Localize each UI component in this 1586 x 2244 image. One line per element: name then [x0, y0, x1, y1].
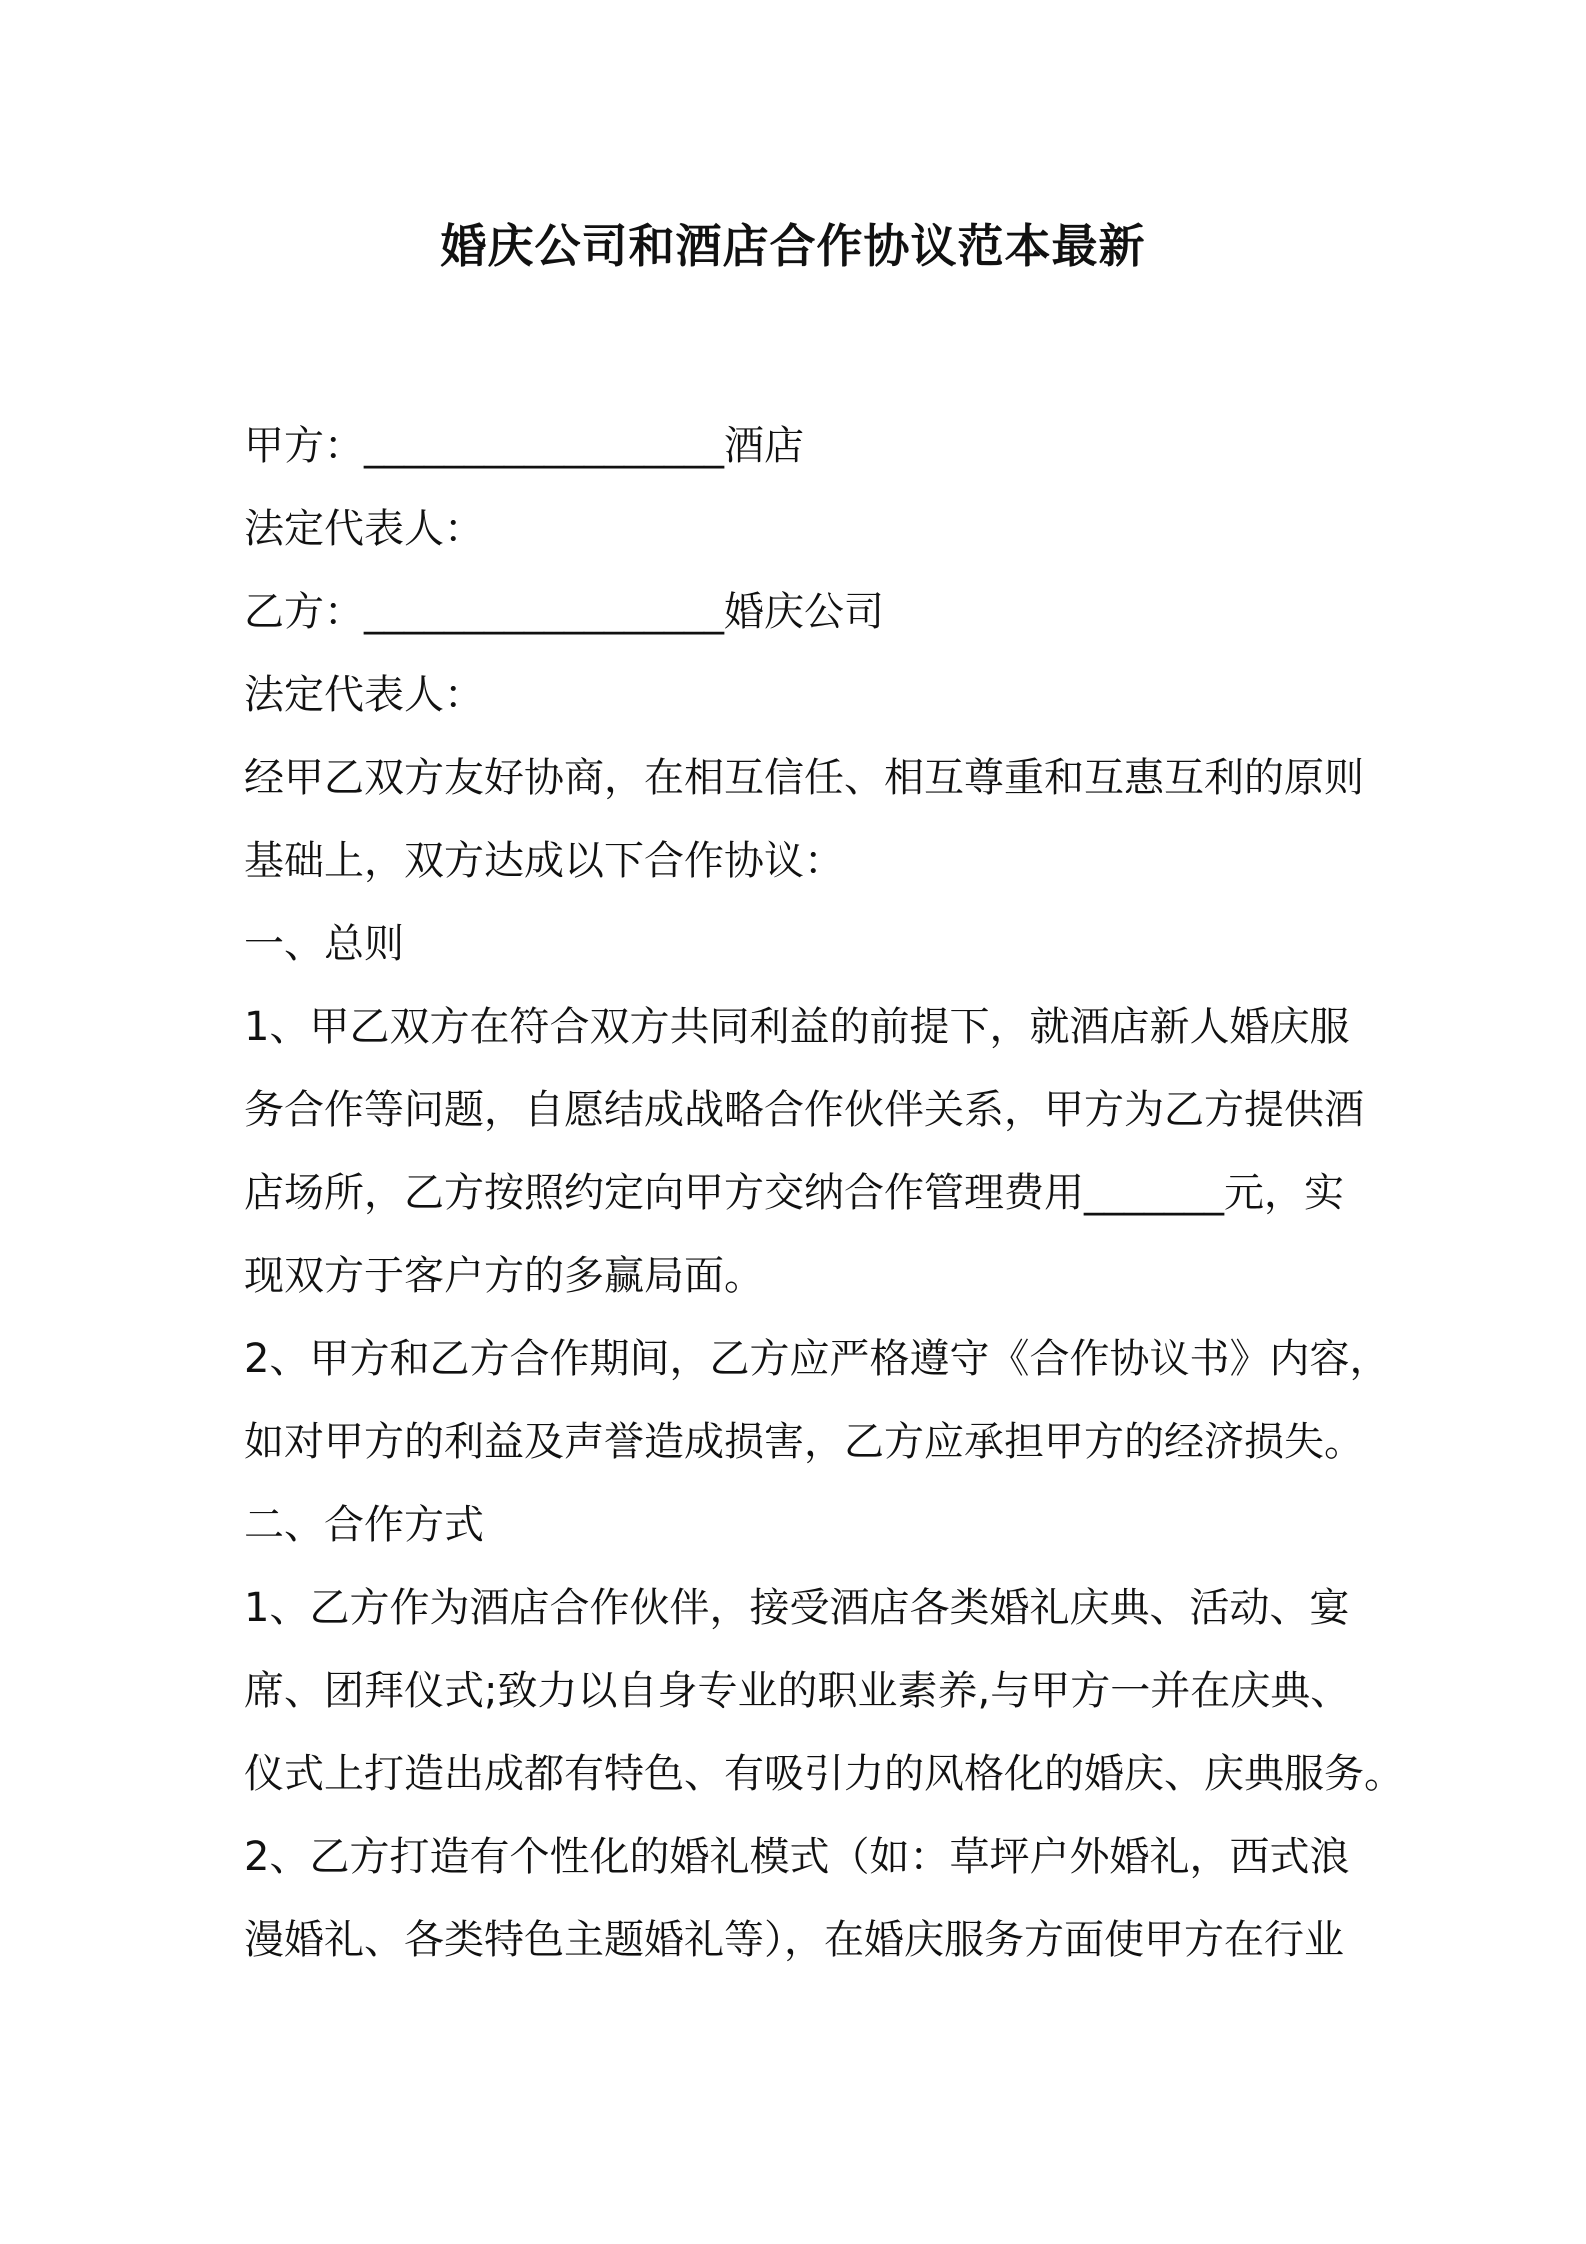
- clause-1-2-line-2: 如对甲方的利益及声誉造成损害，乙方应承担甲方的经济损失。: [244, 1419, 1364, 1465]
- party-b-line: 乙方：__________________婚庆公司: [244, 589, 884, 635]
- party-a-line: 甲方：__________________酒店: [244, 423, 804, 469]
- section-heading-general: 一、总则: [244, 921, 404, 967]
- party-b-representative-line: 法定代表人：: [244, 672, 484, 718]
- clause-1-1-line-4: 现双方于客户方的多赢局面。: [244, 1253, 764, 1299]
- clause-1-1-line-2: 务合作等问题，自愿结成战略合作伙伴关系，甲方为乙方提供酒: [244, 1087, 1364, 1133]
- preamble-line-2: 基础上，双方达成以下合作协议：: [244, 838, 844, 884]
- section-heading-cooperation: 二、合作方式: [244, 1502, 484, 1548]
- clause-1-1-line-3: 店场所，乙方按照约定向甲方交纳合作管理费用_______元，实: [244, 1170, 1344, 1216]
- preamble-line-1: 经甲乙双方友好协商，在相互信任、相互尊重和互惠互利的原则: [244, 755, 1364, 801]
- document-body: [244, 405, 1404, 1982]
- clause-2-1-line-2: 席、团拜仪式;致力以自身专业的职业素养,与甲方一并在庆典、: [244, 1668, 1351, 1714]
- document-title: 婚庆公司和酒店合作协议范本最新: [440, 219, 1146, 273]
- party-a-representative-line: 法定代表人：: [244, 506, 484, 552]
- clause-2-1-line-3: 仪式上打造出成都有特色、有吸引力的风格化的婚庆、庆典服务。: [244, 1751, 1404, 1797]
- clause-2-2-line-1: 2、乙方打造有个性化的婚礼模式（如：草坪户外婚礼，西式浪: [244, 1834, 1350, 1880]
- clause-2-2-line-2: 漫婚礼、各类特色主题婚礼等），在婚庆服务方面使甲方在行业: [244, 1917, 1344, 1963]
- clause-2-1-line-1: 1、乙方作为酒店合作伙伴，接受酒店各类婚礼庆典、活动、宴: [244, 1585, 1350, 1631]
- clause-1-1-line-1: 1、甲乙双方在符合双方共同利益的前提下，就酒店新人婚庆服: [244, 1004, 1350, 1050]
- clause-1-2-line-1: 2、甲方和乙方合作期间，乙方应严格遵守《合作协议书》内容，: [244, 1336, 1390, 1382]
